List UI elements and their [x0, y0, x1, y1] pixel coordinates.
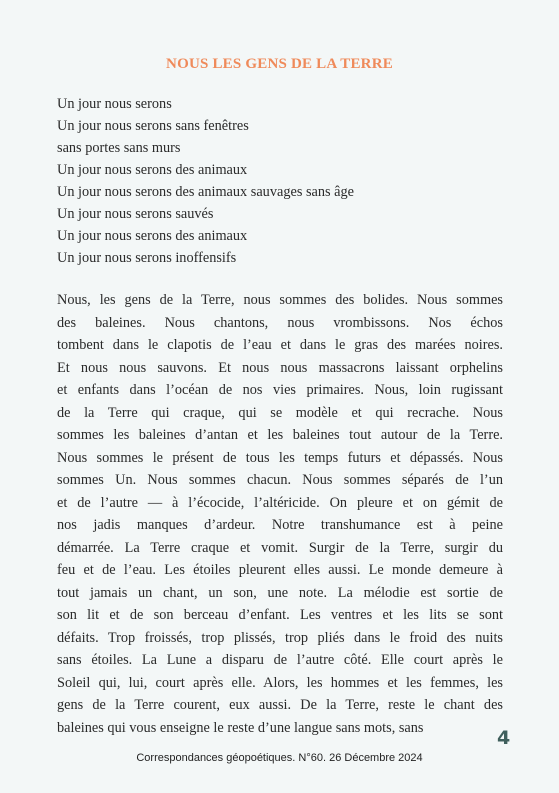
prose-line: Nous sommes le présent de tous les temps futurs et dépassés. Nous: [57, 449, 503, 466]
prose-paragraph: [57, 289, 503, 739]
poem-line: Un jour nous serons sans fenêtres: [57, 118, 249, 134]
prose-line: défaits. Trop froissés, trop plissés, trop pliés dans le froid des nuits: [57, 629, 503, 646]
prose-line: des baleines. Nous chantons, nous vrombissons. Nos échos: [57, 314, 503, 331]
prose-line: sommes les baleines d’antan et les baleines tout autour de la Terre.: [57, 427, 503, 443]
prose-line: tout jamais un chant, un son, une note. La mélodie est sortie de: [57, 584, 503, 601]
footer-citation: Correspondances géopoétiques. N°60. 26 Décembre 2024: [136, 752, 423, 764]
poem-stanza: [57, 93, 507, 269]
prose-line: gens de la Terre courent, eux aussi. De la Terre, reste le chant des: [57, 697, 503, 713]
prose-line: nos jadis manques d’ardeur. Notre transhumance est à peine: [57, 517, 503, 533]
prose-line: tombent dans le clapotis de l’eau et dans le gras des marées noires.: [57, 337, 503, 353]
prose-line: de la Terre qui craque, qui se modèle et qui recrache. Nous: [57, 404, 503, 421]
prose-line: sans étoiles. La Lune a disparu de l’autre côté. Elle court après le: [57, 652, 503, 668]
prose-line: Nous, les gens de la Terre, nous sommes des bolides. Nous sommes: [57, 292, 503, 308]
prose-line: son lit et de son berceau d’enfant. Les ventres et les lits se sont: [57, 607, 503, 623]
prose-line: Et nous nous sauvons. Et nous nous massacrons laissant orphelins: [57, 359, 503, 376]
prose-line: sommes Un. Nous sommes chacun. Nous sommes séparés de l’un: [57, 472, 503, 488]
page-number: 4: [497, 727, 511, 749]
poem-line: sans portes sans murs: [57, 140, 181, 156]
poem-line: Un jour nous serons sauvés: [57, 206, 214, 222]
poem-line: Un jour nous serons inoffensifs: [57, 250, 237, 266]
poem-line: Un jour nous serons des animaux: [57, 162, 248, 178]
poem-line: Un jour nous serons des animaux: [57, 228, 248, 244]
prose-line: et enfants dans l’océan de nos vies primaires. Nous, loin rugissant: [57, 382, 503, 398]
poem-line: Un jour nous serons: [57, 96, 172, 112]
prose-line: baleines qui vous enseigne le reste d’une langue sans mots, sans: [57, 719, 424, 736]
prose-line: démarrée. La Terre craque et vomit. Surgir de la Terre, surgir du: [57, 539, 503, 556]
prose-line: Soleil qui, lui, court après elle. Alors, les hommes et les femmes, les: [57, 674, 503, 691]
page-title: NOUS LES GENS DE LA TERRE: [166, 56, 393, 72]
prose-line: feu et de l’eau. Les étoiles pleurent elles aussi. Le monde demeure à: [57, 562, 503, 578]
prose-line: et de l’autre — à l’écocide, l’altéricide. On pleure et on gémit de: [57, 494, 503, 511]
poem-line: Un jour nous serons des animaux sauvages sans âge: [57, 184, 354, 200]
